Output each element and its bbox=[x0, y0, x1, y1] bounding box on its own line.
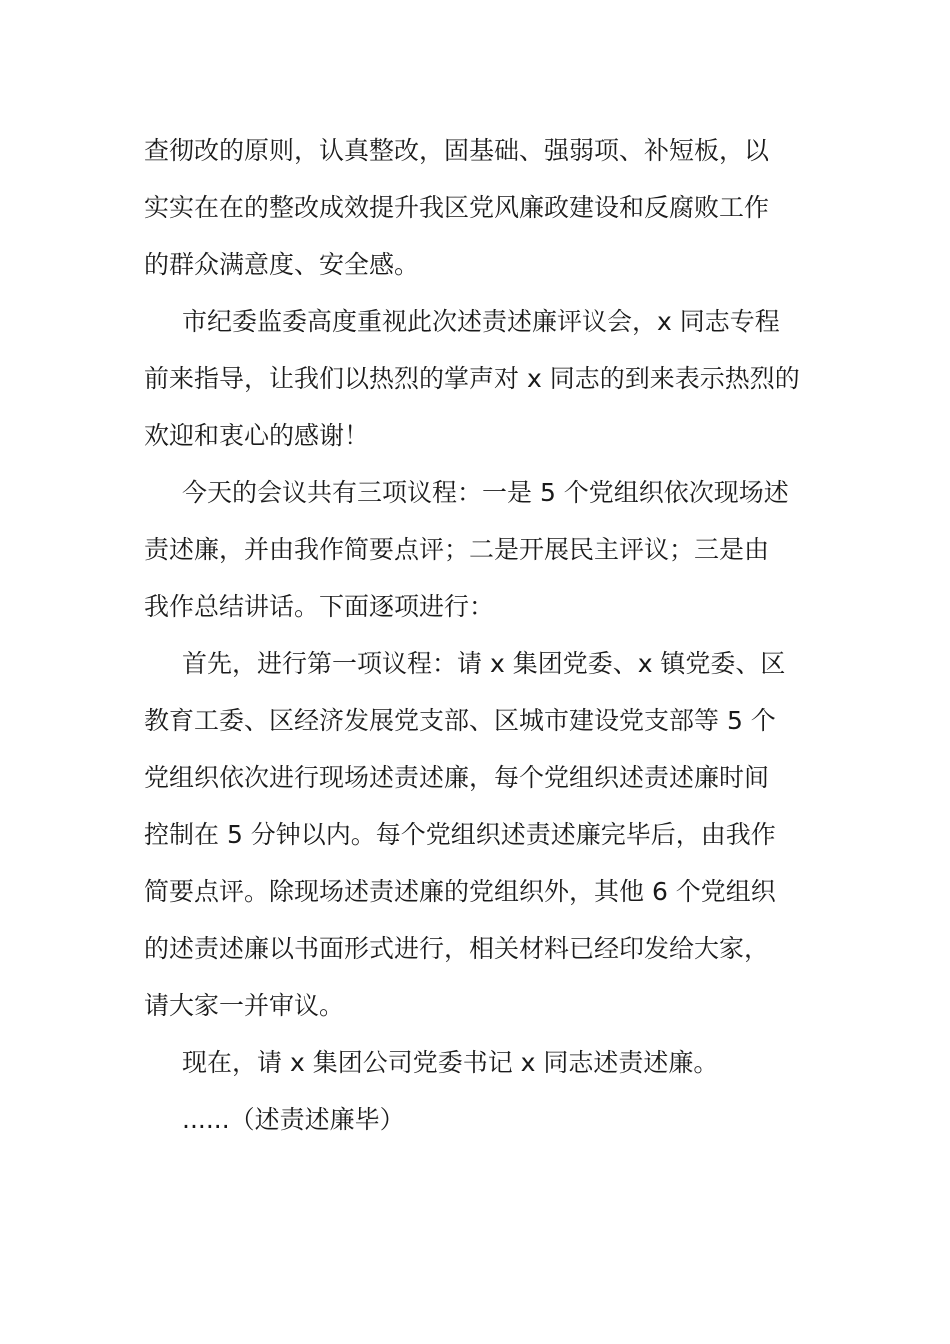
paragraph-line: 的述责述廉以书面形式进行，相关材料已经印发给大家， bbox=[144, 934, 770, 963]
paragraph-line: 现在，请 x 集团公司党委书记 x 同志述责述廉。 bbox=[182, 1048, 719, 1077]
paragraph-line: 前来指导，让我们以热烈的掌声对 x 同志的到来表示热烈的 bbox=[144, 364, 800, 393]
paragraph-line: 查彻改的原则，认真整改，固基础、强弱项、补短板，以 bbox=[144, 136, 770, 165]
paragraph-line: 欢迎和衷心的感谢！ bbox=[144, 421, 370, 450]
paragraph-line: 今天的会议共有三项议程：一是 5 个党组织依次现场述 bbox=[182, 478, 789, 507]
paragraph-line: 市纪委监委高度重视此次述责述廉评议会，x 同志专程 bbox=[182, 307, 780, 336]
paragraph-line: 控制在 5 分钟以内。每个党组织述责述廉完毕后，由我作 bbox=[144, 820, 776, 849]
paragraph-line: 简要点评。除现场述责述廉的党组织外，其他 6 个党组织 bbox=[144, 877, 776, 906]
paragraph-line: ......（述责述廉毕） bbox=[182, 1105, 405, 1134]
paragraph-line: 教育工委、区经济发展党支部、区城市建设党支部等 5 个 bbox=[144, 706, 776, 735]
paragraph-line: 我作总结讲话。下面逐项进行： bbox=[144, 592, 495, 621]
paragraph-line: 责述廉，并由我作简要点评；二是开展民主评议；三是由 bbox=[144, 535, 770, 564]
paragraph-line: 的群众满意度、安全感。 bbox=[144, 250, 420, 279]
paragraph-line: 实实在在的整改成效提升我区党风廉政建设和反腐败工作 bbox=[144, 193, 770, 222]
paragraph-line: 首先，进行第一项议程：请 x 集团党委、x 镇党委、区 bbox=[182, 649, 786, 678]
paragraph-line: 党组织依次进行现场述责述廉，每个党组织述责述廉时间 bbox=[144, 763, 770, 792]
paragraph-line: 请大家一并审议。 bbox=[144, 991, 345, 1020]
